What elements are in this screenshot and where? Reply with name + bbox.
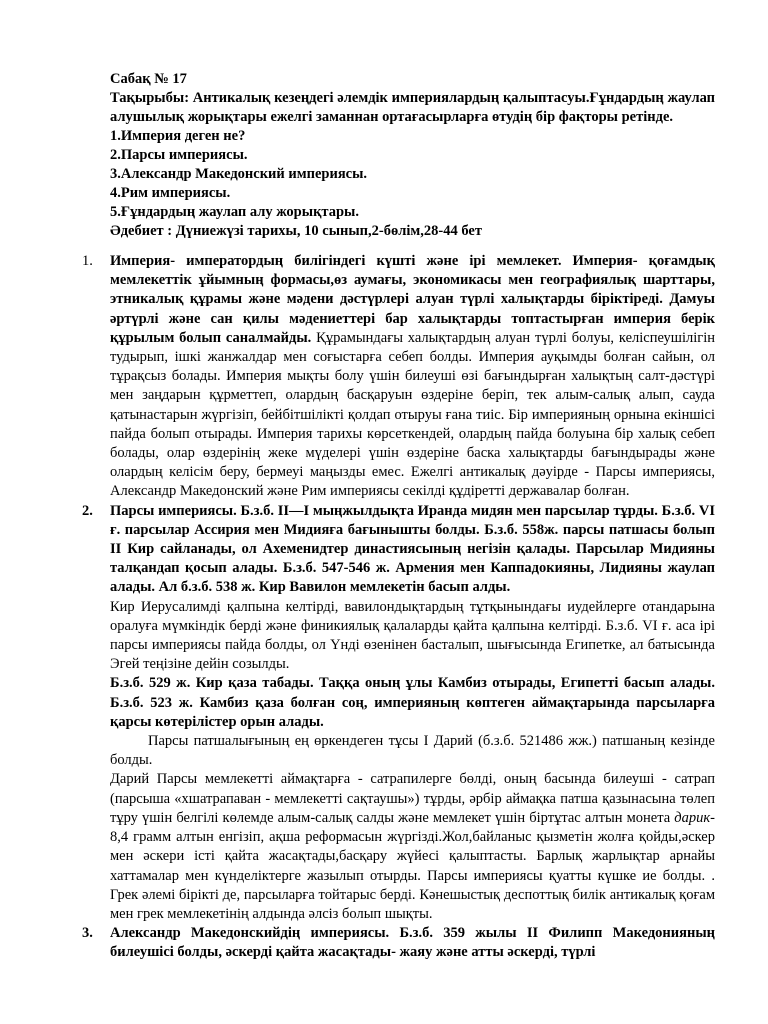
list-item-1 <box>82 252 715 502</box>
paragraph-bold: Б.з.б. 529 ж. Кир қаза табады. Таққа оның ұлы Камбиз отырады, Египетті басып алады. Б.з.б. 523 ж. Камбиз қаза болған соң, империяның көптеген аймақтарында парсыларға қарсы көтерілістер орын алады. <box>110 675 715 730</box>
paragraph-text <box>110 770 715 924</box>
list-number: 2. <box>82 502 93 519</box>
term-italic: дарик <box>674 809 711 826</box>
paragraph-text: Кир Иерусалимді қалпына келтірді, вавилондықтардың тұтқынындағы иудейлерге отандарына оралуға мүмкіндік берді және финикиялық қалаларды қайта қалпына келтірді. Б.з.б. VІ ғ. аса ірі парсы империясы пайда болды, ол Үнді өзенінен басталып, шығысында Египетке, ал батысында Эгей теңізіне дейін созылды. <box>110 598 715 673</box>
paragraph-bold: Александр Македонскийдің империясы. Б.з.б. 359 жылы ІІ Филипп Македонияның билеушісі болды, әскерді қайта жасақтады- жаяу және атты әскерді, түрлі <box>110 925 715 961</box>
paragraph-text: Парсы патшалығының ең өркендеген тұсы І Дарий (б.з.б. 521486 жж.) патшаның кезінде болды. <box>110 733 715 769</box>
question-4: 4.Рим империясы. <box>110 185 231 201</box>
question-2: 2.Парсы империясы. <box>110 147 248 163</box>
list-number: 1. <box>82 253 93 269</box>
literature-reference: Әдебиет : Дүниежүзі тарихы, 10 сынып,2-бөлім,28-44 бет <box>110 223 482 239</box>
numbered-list <box>82 252 715 963</box>
paragraph-bold: Империя- императордың билігіндегі күшті және ірі мемлекет. Империя- қоғамдық мемлекеттік ұйымның формасы,өз аумағы, экономикасы мен географиялық шарттары, этникалық құрамы және мәдени дәстүрлері алуан түрлі халықтарды біріктіреді. Дамуы әртүрлі және сан қилы мәдениеттері бар халықтарды топтастырған империя берік құрылым болып саналмайды. <box>110 253 715 346</box>
lesson-number: Сабақ № 17 <box>110 71 187 87</box>
paragraph-text-part: Дарий Парсы мемлекетті аймақтарға - сатрапилерге бөлді, оның басында билеуші - сатрап (парсыша «хшатрапаван - мемлекетті сақтаушы») тұрды, әрбір аймақка патша қазынасына төлеп тұру үшін белгілі көлемде алым-салық салды және мемлекет үшін біртұтас алтын монета <box>110 771 715 826</box>
paragraph-text: Құрамындағы халықтардың алуан түрлі болуы, келіспеушілігін тудырып, ішкі жанжалдар мен соғыстарға себеп болды. Империя ауқымды болған сайын, ол тұрақсыз болады. Империя мықты болу үшін билеуші өзі бағындырған халықтың салт-дәстүрі мен заңдарын құрметтеп, олардың басқаруын өздеріне беріп, тек алым-салық алып, сауда қатынастарын жүргізіп, бейбітшілікті қолдап отыруы ғана тиіс. Бір империяның орнына екіншісі пайда болып отырады. Империя тарихы көрсеткендей, олардың пайда болуына бір халық себеп болады, олар өздерінің жеке мүделері үшін өздеріне баска халықтарды бағындырады және олардың келісім беру, бермеуі маңызды емес. Ежелгі антикалық дәуірде - Парсы империясы, Александр Македонский және Рим империясы секілді құдіретті державалар болған. <box>110 329 715 500</box>
list-number: 3. <box>82 925 93 942</box>
list-item-3 <box>82 924 715 962</box>
paragraph-bold: Парсы империясы. Б.з.б. ІІ—І мыңжылдықта Иранда мидян мен парсылар тұрды. Б.з.б. VІ ғ. парсылар Ассирия мен Мидияға бағынышты болды. Б.з.б. 558ж. парсы патшасы болып ІІ Кир сайланады, ол Ахеменидтер династиясының негізін қалады. Парсылар Мидияны талқандап қосып алады. Б.з.б. 547-546 ж. Армения мен Каппадокияны, Лидияны жаулап алады. Ал б.з.б. 538 ж. Кир Вавилон мемлекетін басып алды. <box>110 502 715 596</box>
paragraph-text-part: - 8,4 грамм алтын енгізіп, ақша реформасын жүргізді.Жол,байланыс қызметін жолға қойды,әскер мен әскери істі қайта жасақтады,басқару жүйесі қалыптасты. Барлық жарлықтар арнайы хаттамалар мен күнделіктерге жазылып отырды. Парсы империясы қуатты күшке ие болды. . Грек әлемі біріктi де, парсыларға тойтарыс берді. Кәнешыстық деспоттық билік антикалық қоғам мен грек мемлекетінің алдында әлсіз болып шықты. <box>110 809 715 922</box>
question-5: 5.Ғұндардың жаулап алу жорықтары. <box>110 204 359 220</box>
list-item-2 <box>82 502 715 924</box>
lesson-topic: Тақырыбы: Антикалық кезеңдегі әлемдік империялардың қалыптасуы.Ғұндардың жаулап алушылық жорықтары ежелгі заманнан ортағасырларға өтудің бір фақторы ретінде. <box>110 90 715 125</box>
question-1: 1.Империя деген не? <box>110 128 246 144</box>
question-3: 3.Александр Македонский империясы. <box>110 166 368 182</box>
lesson-header <box>110 70 715 241</box>
